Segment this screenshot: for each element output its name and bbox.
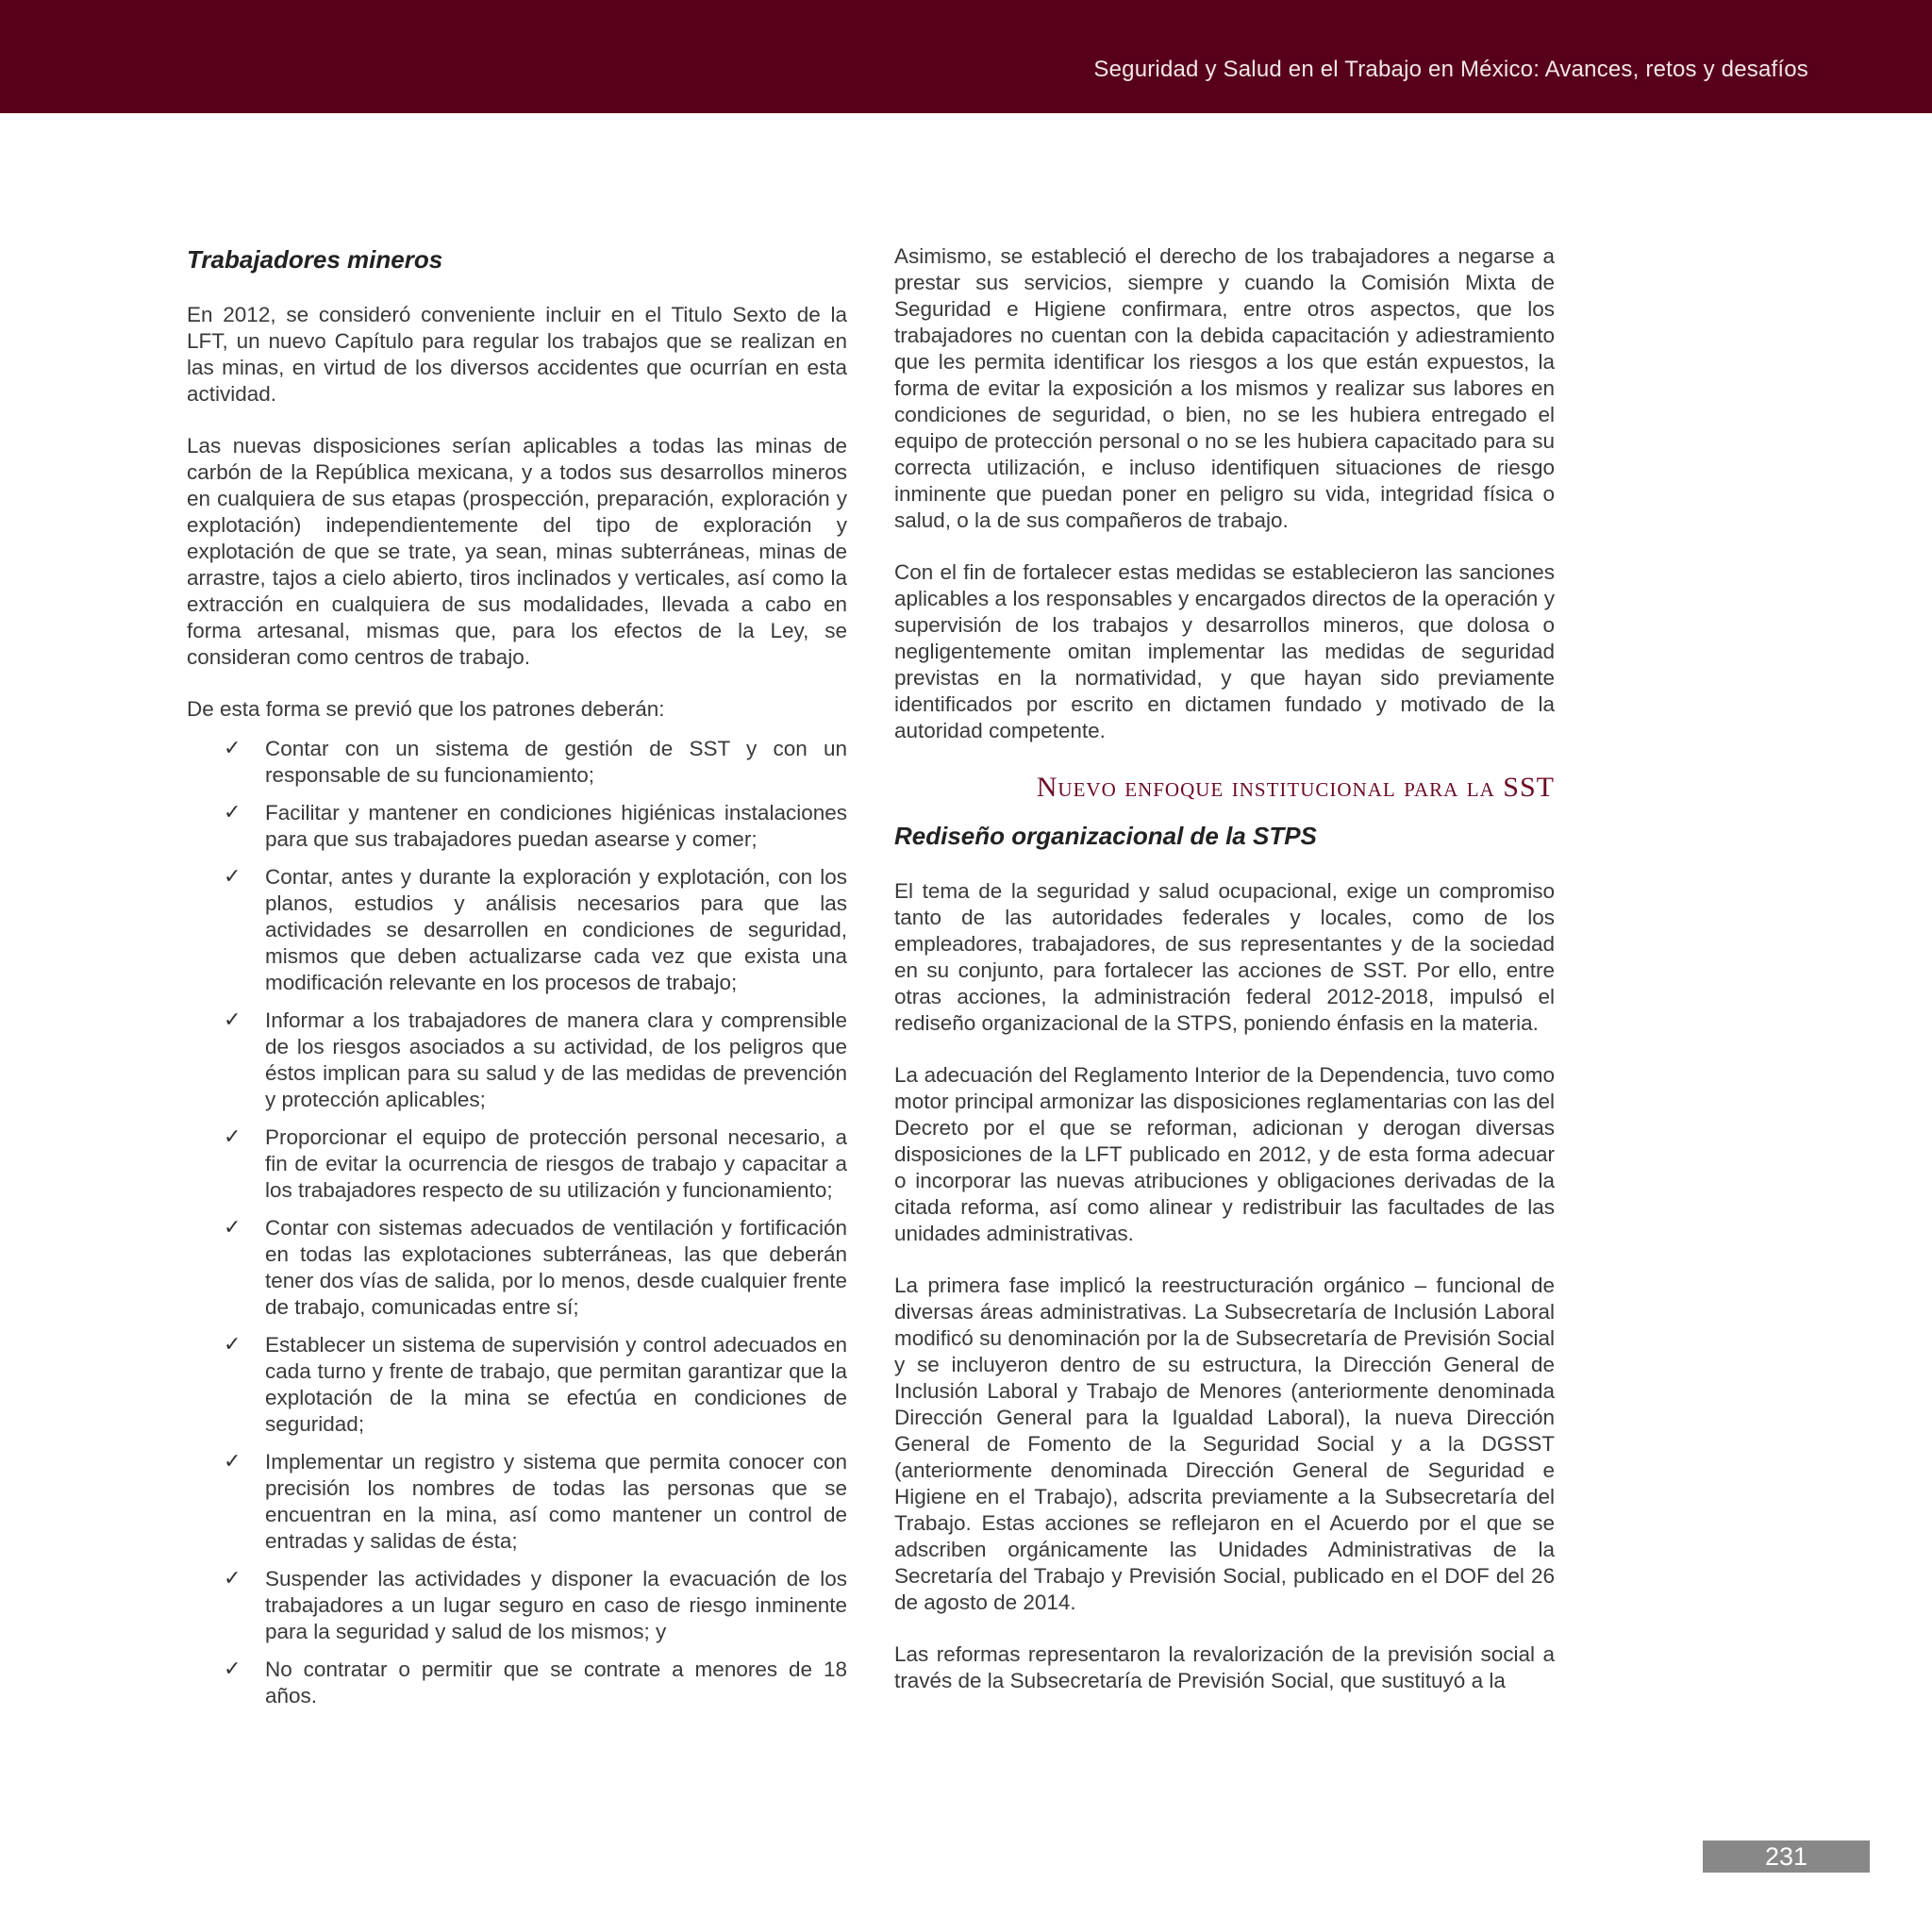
paragraph: La primera fase implicó la reestructuración orgánico – funcional de diversas áreas administrativas. La Subsecretaría de Inclusión Laboral modificó su denominación por la de Subsecretaría de Previsión Social y se incluyeron dentro de su estructura, la Dirección General de Inclusión Laboral y Trabajo de Menores (anteriormente denominada Dirección General para la Igualdad Laboral), la nueva Dirección General de Fomento de la Seguridad Social y a la DGSST (anteriormente denominada Dirección General de Seguridad e Higiene en el Trabajo), adscrita previamente a la Subsecretaría del Trabajo. Estas acciones se reflejaron en el Acuerdo por el que se adscriben orgánicamente las Unidades Administrativas de la Secretaría del Trabajo y Previsión Social, publicado en el DOF del 26 de agosto de 2014. (894, 1274, 1555, 1614)
section-title: Nuevo enfoque institucional para la SST (1036, 772, 1555, 803)
checkmark-icon: ✓ (224, 1008, 242, 1032)
paragraph: Las nuevas disposiciones serían aplicables a todas las minas de carbón de la República mexicana, y a todos sus desarrollos mineros en cualquiera de sus etapas (prospección, preparación, exploración y explotación) independientemente del tipo de exploración y explotación de que se trate, ya sean, minas subterráneas, minas de arrastre, tajos a cielo abierto, tiros inclinados y verticales, así como la extracción en cualquiera de sus modalidades, llevada a cabo en forma artesanal, mismas que, para los efectos de la Ley, se consideran como centros de trabajo. (187, 434, 847, 669)
page-number: 231 (1703, 1840, 1870, 1873)
list-item: ✓ Informar a los trabajadores de manera clara y comprensible de los riesgos asociados a su actividad, de los peligros que éstos implican para su salud y de las medidas de prevención y protección aplicables; (224, 1008, 847, 1111)
list-item: ✓ Proporcionar el equipo de protección personal necesario, a fin de evitar la ocurrencia de riesgos de trabajo y capacitar a los trabajadores respecto de su utilización y funcionamiento; (224, 1125, 847, 1202)
obligations-list (187, 736, 847, 1709)
paragraph: Las reformas representaron la revalorización de la previsión social a través de la Subsecretaría de Previsión Social, que sustituyó a la (894, 1642, 1555, 1692)
list-item: ✓ Contar, antes y durante la exploración y explotación, con los planos, estudios y análisis necesarios para que las actividades se desarrollen en condiciones de seguridad, mismos que deben actualizarse cada vez que exista una modificación relevante en los procesos de trabajo; (224, 865, 847, 994)
running-header-title: Seguridad y Salud en el Trabajo en México: Avances, retos y desafíos (1093, 57, 1808, 82)
checkmark-icon: ✓ (224, 1450, 242, 1474)
checkmark-icon: ✓ (224, 1657, 242, 1681)
list-item: ✓ Establecer un sistema de supervisión y control adecuados en cada turno y frente de trabajo, que permitan garantizar que la explotación de la mina se efectúa en condiciones de seguridad; (224, 1333, 847, 1436)
paragraph: La adecuación del Reglamento Interior de la Dependencia, tuvo como motor principal armonizar las disposiciones reglamentarias con las del Decreto por el que se reforman, adicionan y derogan diversas disposiciones de la LFT publicado en 2012, y de esta forma adecuar o incorporar las nuevas atribuciones y obligaciones derivadas de la citada reforma, así como alinear y redistribuir las facultades de las unidades administrativas. (894, 1063, 1555, 1245)
list-item: ✓ Facilitar y mantener en condiciones higiénicas instalaciones para que sus trabajadores puedan asearse y comer; (224, 801, 847, 851)
checkmark-icon: ✓ (224, 1125, 242, 1149)
list-item: ✓ Suspender las actividades y disponer la evacuación de los trabajadores a un lugar seguro en caso de riesgo inminente para la seguridad y salud de los mismos; y (224, 1567, 847, 1643)
list-item: ✓ Contar con sistemas adecuados de ventilación y fortificación en todas las explotaciones subterráneas, las que deberán tener dos vías de salida, por lo menos, desde cualquier frente de trabajo, comunicadas entre sí; (224, 1216, 847, 1319)
right-column (894, 243, 1555, 1720)
paragraph: Con el fin de fortalecer estas medidas se establecieron las sanciones aplicables a los responsables y encargados directos de la operación y supervisión de los trabajos y desarrollos mineros, que dolosa o negligentemente omitan implementar las medidas de seguridad previstas en la normatividad, y que hayan sido previamente identificados por escrito en dictamen fundado y motivado de la autoridad competente. (894, 560, 1555, 742)
paragraph: Asimismo, se estableció el derecho de los trabajadores a negarse a prestar sus servicios, siempre y cuando la Comisión Mixta de Seguridad e Higiene confirmara, entre otros aspectos, que los trabajadores no cuentan con la debida capacitación y adiestramiento que les permita identificar los riesgos a los que están expuestos, la forma de evitar la exposición a los mismos y realizar sus labores en condiciones de seguridad, o bien, no se les hubiera entregado el equipo de protección personal o no se les hubiera capacitado para su correcta utilización, e incluso identifiquen situaciones de riesgo inminente que puedan poner en peligro su vida, integridad física o salud, o la de sus compañeros de trabajo. (894, 244, 1555, 532)
checkmark-icon: ✓ (224, 801, 242, 824)
checkmark-icon: ✓ (224, 737, 242, 760)
section-subheading: Trabajadores mineros (187, 245, 443, 274)
list-item: ✓ No contratar o permitir que se contrate a menores de 18 años. (224, 1657, 847, 1707)
checkmark-icon: ✓ (224, 1567, 242, 1591)
section-subheading: Rediseño organizacional de la STPS (894, 822, 1317, 850)
list-item: ✓ Contar con un sistema de gestión de SST y con un responsable de su funcionamiento; (224, 737, 847, 787)
checkmark-icon: ✓ (224, 1333, 242, 1357)
paragraph: El tema de la seguridad y salud ocupacional, exige un compromiso tanto de las autoridades federales y locales, como de los empleadores, trabajadores, de sus representantes y de la sociedad en su conjunto, para fortalecer las acciones de SST. Por ello, entre otras acciones, la administración federal 2012-2018, impulsó el rediseño organizacional de la STPS, poniendo énfasis en la materia. (894, 879, 1555, 1035)
paragraph: En 2012, se consideró conveniente incluir en el Titulo Sexto de la LFT, un nuevo Capítulo para regular los trabajos que se realizan en las minas, en virtud de los diversos accidentes que ocurrían en esta actividad. (187, 303, 847, 406)
list-item: ✓ Implementar un registro y sistema que permita conocer con precisión los nombres de todas las personas que se encuentran en la mina, así como mantener un control de entradas y salidas de ésta; (224, 1450, 847, 1553)
checkmark-icon: ✓ (224, 865, 242, 889)
paragraph: De esta forma se previó que los patrones deberán: (187, 697, 665, 721)
header-bar (0, 0, 1932, 113)
checkmark-icon: ✓ (224, 1216, 242, 1240)
left-column (187, 243, 847, 1721)
